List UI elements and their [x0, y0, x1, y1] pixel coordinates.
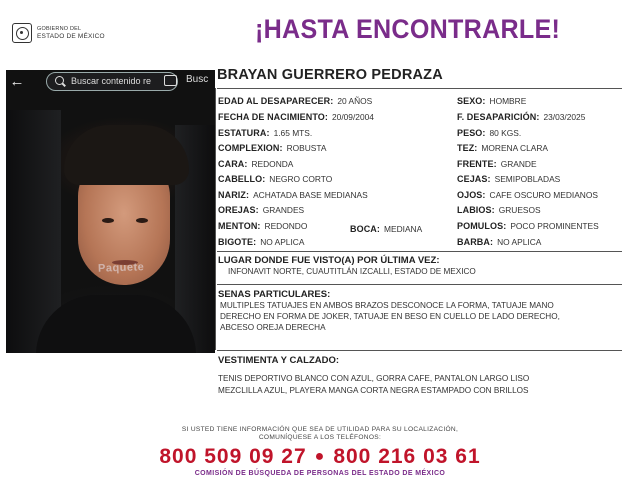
phone-numbers — [0, 445, 640, 469]
divider-vertical — [215, 88, 216, 350]
cast-icon — [164, 75, 177, 86]
footer-commission: COMISIÓN DE BÚSQUEDA DE PERSONAS DEL ESTADO DE MÉXICO — [194, 470, 446, 477]
field-estatura: ESTATURA: 1.65 MTS. — [218, 128, 313, 138]
field-nacimiento: FECHA DE NACIMIENTO: 20/09/2004 — [218, 112, 374, 122]
field-cara: CARA: REDONDA — [218, 159, 294, 169]
field-orejas: OREJAS: GRANDES — [218, 205, 305, 215]
field-desaparicion: F. DESAPARICIÓN: 23/03/2025 — [457, 112, 586, 122]
senas-line-1: MULTIPLES TATUAJES EN AMBOS BRAZOS DESCONOCE LA FORMA, TATUAJE MANO — [220, 301, 554, 310]
logo-text: GOBIERNO DEL ESTADO DE MÉXICO — [37, 26, 105, 40]
search-icon — [55, 76, 64, 85]
back-arrow-icon: ← — [9, 73, 25, 90]
lugar-title: LUGAR DONDE FUE VISTO(A) POR ÚLTIMA VEZ: — [218, 255, 440, 266]
divider — [217, 284, 622, 285]
info-line-2: COMUNÍQUESE A LOS TELÉFONOS: — [258, 434, 382, 441]
vestimenta-line-2: MEZCLILLA AZUL, PLAYERA MANGA CORTA NEGRA ESTAMPADO CON BRILLOS — [218, 386, 529, 395]
vestimenta-title: VESTIMENTA Y CALZADO: — [218, 355, 340, 366]
seal-icon — [12, 23, 32, 43]
field-complexion: COMPLEXION: ROBUSTA — [218, 143, 327, 153]
person-name: BRAYAN GUERRERO PEDRAZA — [217, 67, 443, 83]
vestimenta-line-1: TENIS DEPORTIVO BLANCO CON AZUL, GORRA CAFE, PANTALON LARGO LISO — [218, 374, 530, 383]
photo-watermark: Paquete — [97, 261, 145, 275]
government-logo — [12, 22, 122, 44]
senas-line-3: ABCESO OREJA DERECHA — [220, 323, 326, 332]
divider — [217, 251, 622, 252]
field-ojos: OJOS: CAFE OSCURO MEDIANOS — [457, 190, 598, 200]
senas-title: SENAS PARTICULARES: — [218, 289, 331, 300]
photo-search-box: Buscar contenido re — [46, 72, 178, 91]
phone-number-1[interactable]: 800 509 09 27 — [159, 445, 307, 468]
bullet-icon: ● — [314, 448, 326, 465]
field-labios: LABIOS: GRUESOS — [457, 205, 541, 215]
field-barba: BARBA: NO APLICA — [457, 237, 542, 247]
field-tez: TEZ: MORENA CLARA — [457, 143, 548, 153]
senas-line-2: DERECHO EN FORMA DE JOKER, TATUAJE EN BESO EN CUELLO DE LADO DERECHO, — [220, 312, 560, 321]
field-bigote: BIGOTE: NO APLICA — [218, 237, 305, 247]
field-nariz: NARIZ: ACHATADA BASE MEDIANAS — [218, 190, 368, 200]
divider — [217, 88, 622, 89]
field-boca: BOCA: MEDIANA — [350, 224, 423, 234]
field-pomulos: POMULOS: POCO PROMINENTES — [457, 221, 599, 231]
hair — [64, 125, 189, 185]
banner-title: ¡HASTA ENCONTRARLE! — [255, 14, 561, 44]
field-peso: PESO: 80 KGS. — [457, 128, 522, 138]
missing-person-photo — [6, 70, 215, 353]
info-line-1: SI USTED TIENE INFORMACIÓN QUE SEA DE UTILIDAD PARA SU LOCALIZACIÓN, — [181, 426, 459, 433]
field-cabello: CABELLO: NEGRO CORTO — [218, 174, 333, 184]
field-sexo: SEXO: HOMBRE — [457, 96, 527, 106]
screenshot-top-bar — [6, 70, 215, 94]
lugar-text: INFONAVIT NORTE, CUAUTITLÁN IZCALLI, ESTADO DE MEXICO — [228, 267, 476, 276]
phone-number-2[interactable]: 800 216 03 61 — [333, 445, 481, 468]
field-edad: EDAD AL DESAPARECER: 20 AÑOS — [218, 96, 373, 106]
field-menton: MENTON: REDONDO — [218, 221, 308, 231]
photo-corner-text: Busc — [186, 74, 209, 85]
field-cejas: CEJAS: SEMIPOBLADAS — [457, 174, 561, 184]
divider — [217, 350, 622, 351]
field-frente: FRENTE: GRANDE — [457, 159, 537, 169]
